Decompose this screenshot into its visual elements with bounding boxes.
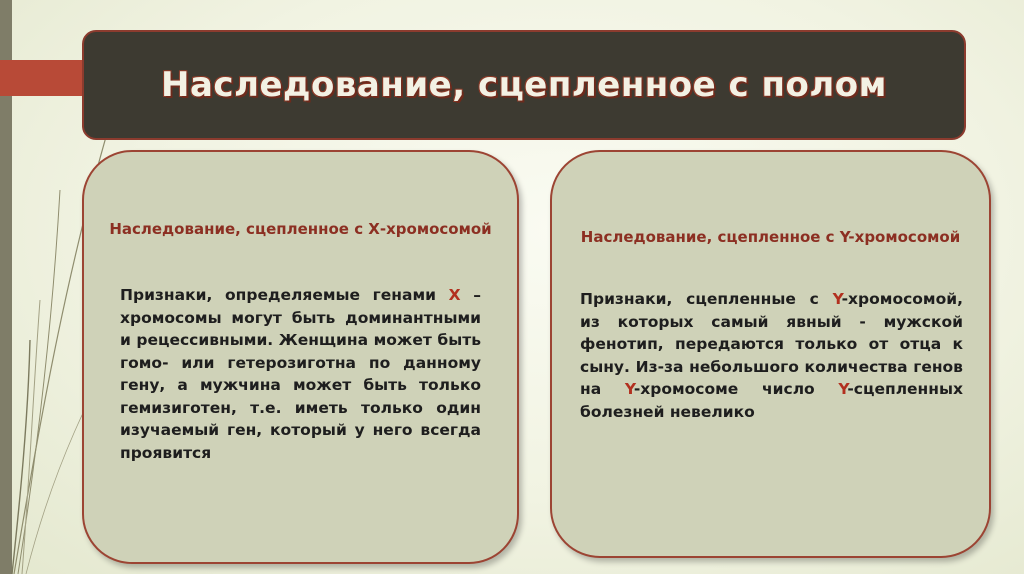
card-heading-y-linked: Наследование, сцепленное с Y-хромосомой [580,228,961,246]
card-body-y-linked [580,288,963,423]
chromosome-y-highlight: Y [838,380,848,398]
title-banner [82,30,966,140]
card-body-text: Признаки, сцепленные с [580,290,833,308]
card-x-linked [82,150,519,564]
card-body-x-linked [120,284,481,464]
slide-title: Наследование, сцепленное с полом [161,65,887,105]
chromosome-y-highlight: Y [832,290,842,308]
chromosome-y-highlight: Y [624,380,634,398]
card-y-linked [550,150,991,558]
card-body-text: Признаки, определяемые генами [120,286,449,304]
card-heading-x-linked: Наследование, сцепленное с Х-хромосомой [109,220,492,238]
card-body-text: -хромосомой, из которых самый явный - мужской фенотип, передаются только от отца к сыну. Из-за небольшого количества генов на [580,290,963,398]
accent-bar [0,60,86,96]
card-body-text: -хромосоме число [633,380,839,398]
card-body-text: – хромосомы могут быть доминантными и рецессивными. Женщина может быть гомо- или гетерозиготна по данному гену, а мужчина может быть только гемизиготен, т.е. иметь только один изучаемый ген, который у него всегда проявится [120,286,481,462]
card-body-text: -сцепленных болезней невелико [580,380,963,421]
chromosome-x-highlight: Х [448,286,461,304]
